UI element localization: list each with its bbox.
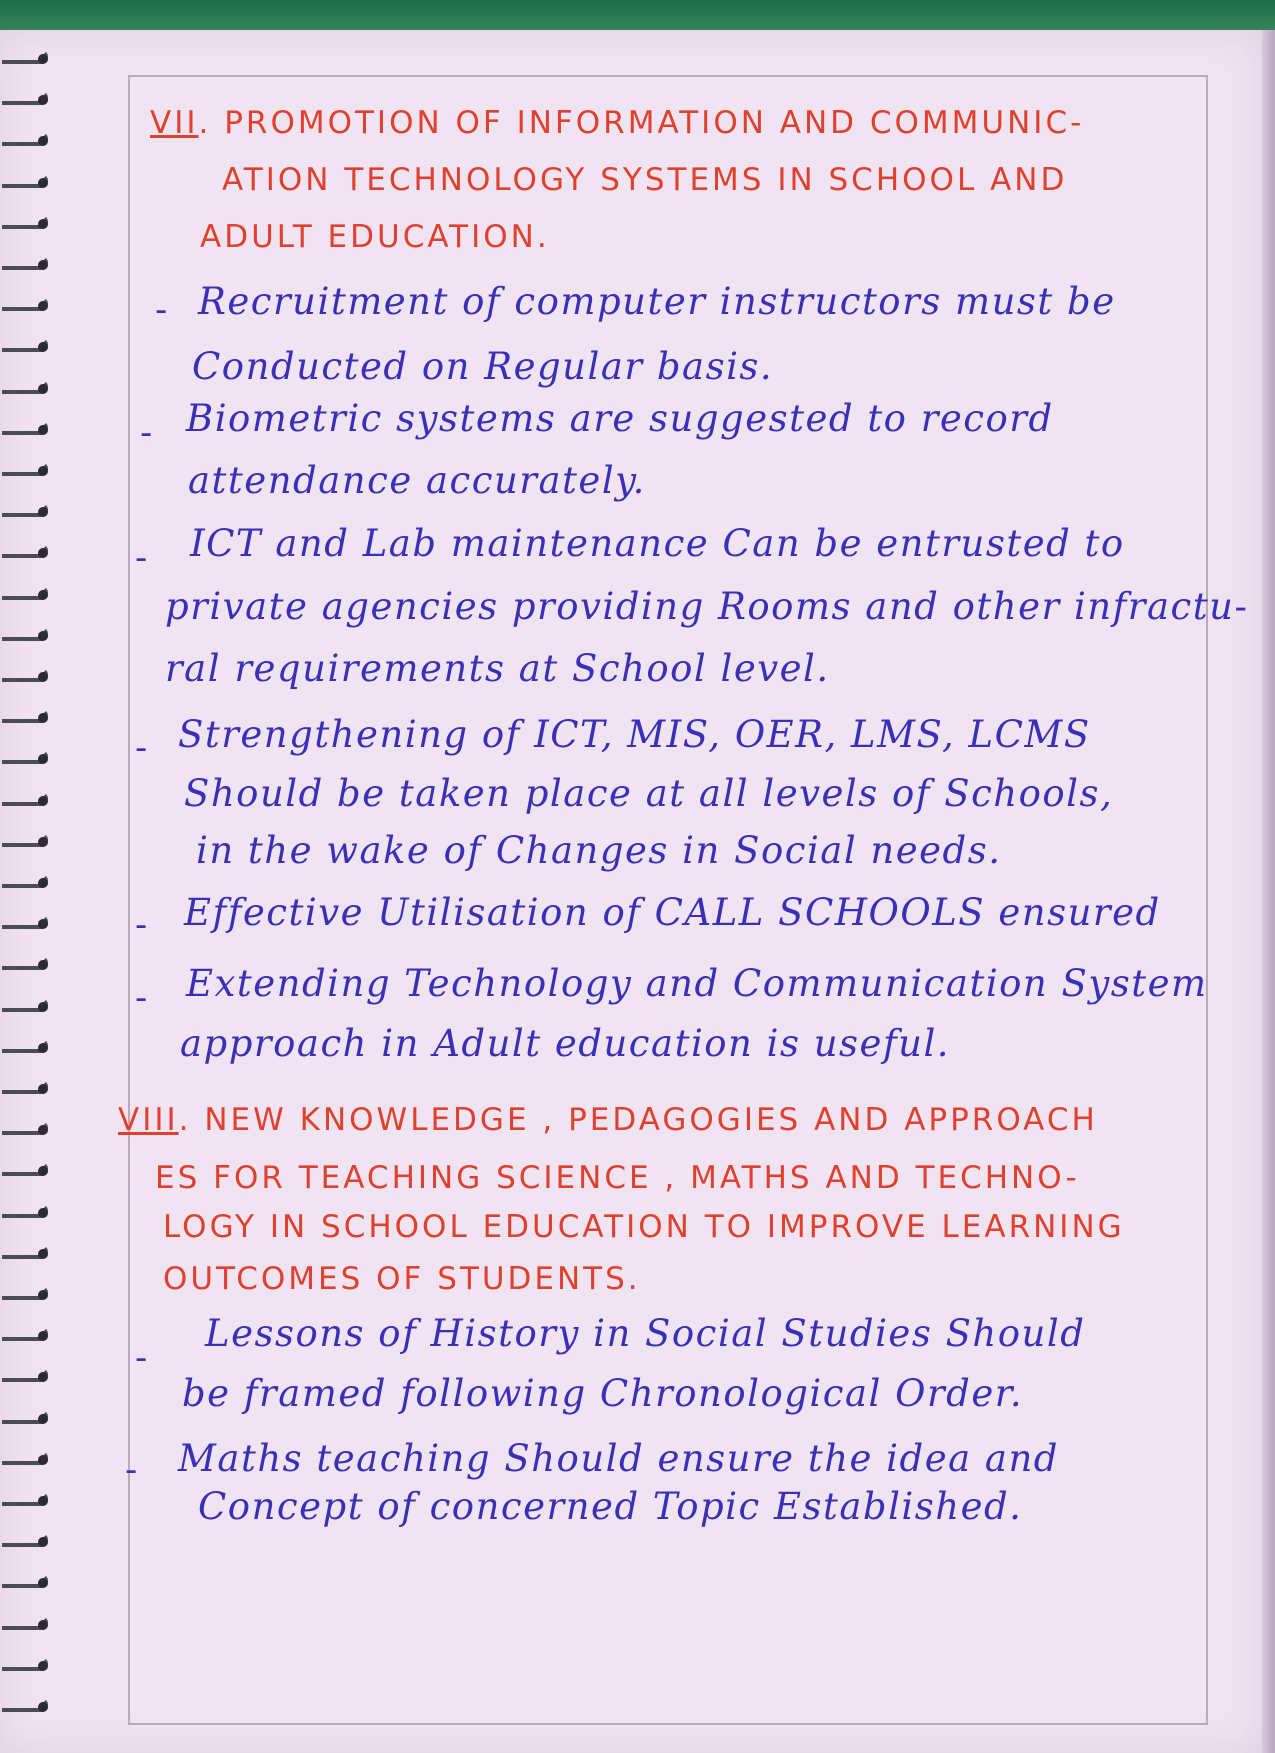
- spiral-coil: [2, 1698, 48, 1712]
- spiral-coil: [2, 50, 48, 64]
- bullet-line: Maths teaching Should ensure the idea and: [178, 1437, 1059, 1480]
- spiral-coil: [2, 1451, 48, 1465]
- bullet-dash: -: [135, 1338, 148, 1378]
- spiral-coil: [2, 1368, 48, 1382]
- spiral-coil: [2, 132, 48, 146]
- spiral-coil: [2, 833, 48, 847]
- spiral-coil: [2, 998, 48, 1012]
- spiral-coil: [2, 338, 48, 352]
- spiral-coil: [2, 297, 48, 311]
- bullet-dash: -: [155, 290, 168, 330]
- bullet-line: approach in Adult education is useful.: [180, 1022, 951, 1065]
- bullet-line: in the wake of Changes in Social needs.: [196, 829, 1002, 872]
- spiral-coil: [2, 874, 48, 888]
- bullet-dash: -: [135, 905, 148, 945]
- bullet-line: Extending Technology and Communication System: [186, 962, 1208, 1005]
- bullet-dash: -: [125, 1450, 138, 1490]
- spiral-coil: [2, 627, 48, 641]
- heading-text: . PROMOTION OF INFORMATION AND COMMUNIC-: [198, 105, 1085, 141]
- spiral-coil: [2, 1286, 48, 1300]
- spiral-coil: [2, 709, 48, 723]
- spiral-coil: [2, 1245, 48, 1259]
- section-heading-line: [118, 1102, 1098, 1138]
- bullet-line: private agencies providing Rooms and other infractu-: [165, 585, 1249, 628]
- spiral-coil: [2, 915, 48, 929]
- bullet-line: Should be taken place at all levels of Schools,: [184, 772, 1114, 815]
- bullet-line: Recruitment of computer instructors must be: [198, 280, 1116, 323]
- bullet-line: Lessons of History in Social Studies Should: [205, 1312, 1086, 1355]
- spiral-coil: [2, 421, 48, 435]
- spiral-coil: [2, 91, 48, 105]
- bullet-line: Effective Utilisation of CALL SCHOOLS ensured: [184, 891, 1161, 934]
- spiral-coil: [2, 1657, 48, 1671]
- spiral-coil: [2, 1039, 48, 1053]
- section-heading-line: OUTCOMES OF STUDENTS.: [163, 1261, 641, 1297]
- bullet-line: be framed following Chronological Order.: [182, 1372, 1024, 1415]
- bullet-line: Strengthening of ICT, MIS, OER, LMS, LCMS: [178, 713, 1091, 756]
- bullet-dash: -: [140, 413, 153, 453]
- section-heading-line: ATION TECHNOLOGY SYSTEMS IN SCHOOL AND: [222, 162, 1068, 198]
- spiral-coil: [2, 956, 48, 970]
- spiral-coil: [2, 380, 48, 394]
- spiral-coil: [2, 174, 48, 188]
- spiral-coil: [2, 1204, 48, 1218]
- section-heading-line: ADULT EDUCATION.: [200, 219, 550, 255]
- section-heading-line: ES FOR TEACHING SCIENCE , MATHS AND TECHNO-: [155, 1160, 1080, 1196]
- section-heading-line: [150, 105, 1085, 141]
- spiral-coil: [2, 1121, 48, 1135]
- spiral-coil: [2, 750, 48, 764]
- bullet-line: Conducted on Regular basis.: [192, 345, 774, 388]
- spiral-coil: [2, 792, 48, 806]
- bullet-dash: -: [135, 978, 148, 1018]
- spiral-binding: [0, 40, 60, 1753]
- spiral-coil: [2, 256, 48, 270]
- spiral-coil: [2, 462, 48, 476]
- spiral-coil: [2, 544, 48, 558]
- spiral-coil: [2, 586, 48, 600]
- spiral-coil: [2, 503, 48, 517]
- bullet-line: Biometric systems are suggested to record: [186, 397, 1054, 440]
- section-heading-line: LOGY IN SCHOOL EDUCATION TO IMPROVE LEARNING: [163, 1209, 1125, 1245]
- bullet-line: attendance accurately.: [188, 459, 646, 502]
- section-number: VIII: [118, 1102, 179, 1138]
- heading-text: . NEW KNOWLEDGE , PEDAGOGIES AND APPROACH: [178, 1102, 1098, 1138]
- spiral-coil: [2, 1492, 48, 1506]
- spiral-coil: [2, 668, 48, 682]
- spiral-coil: [2, 1574, 48, 1588]
- spiral-coil: [2, 1162, 48, 1176]
- page-edge: [1262, 30, 1275, 1753]
- section-number: VII: [150, 105, 199, 141]
- spiral-coil: [2, 1410, 48, 1424]
- spiral-coil: [2, 1327, 48, 1341]
- spiral-coil: [2, 1533, 48, 1547]
- spiral-coil: [2, 1080, 48, 1094]
- spiral-coil: [2, 1616, 48, 1630]
- bullet-dash: -: [135, 728, 148, 768]
- bullet-dash: -: [135, 538, 148, 578]
- spiral-coil: [2, 215, 48, 229]
- bullet-line: ICT and Lab maintenance Can be entrusted to: [190, 522, 1125, 565]
- bullet-line: ral requirements at School level.: [165, 647, 830, 690]
- bullet-line: Concept of concerned Topic Established.: [198, 1485, 1023, 1528]
